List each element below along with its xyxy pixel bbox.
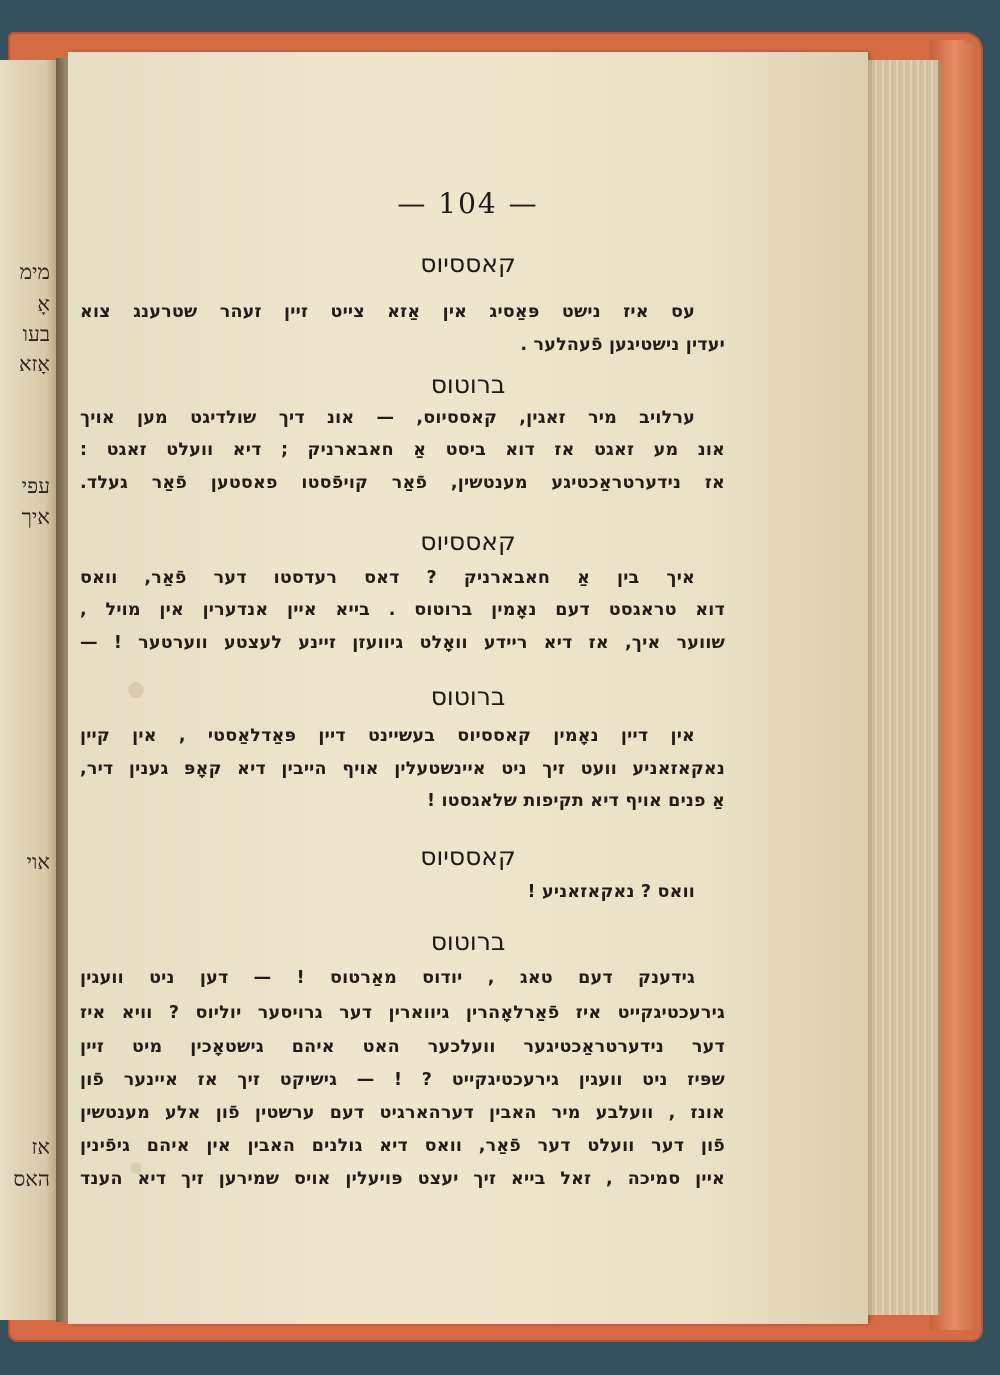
text-line: דער נידערטראַכטיגער וועלכער האט איהם גישטאָכין מיט זיין (80, 1037, 725, 1057)
text-line: אז נידערטראַכטיגע מענטשין, פֿאַר קויפֿסטו פאסטען פֿאַר געלד. (80, 473, 725, 493)
text-line: איך בין אַ חאבארניק ? דאס רעדסטו דער פֿאַר, וואס (80, 568, 695, 588)
text-line: עס איז נישט פּאַסיג אין אַזא צייט זיין זעהר שטרענג צוא (80, 302, 695, 322)
text-line: ערלויב מיר זאגין, קאססיוס, — אונ דיך שולדיגט מען אויך (80, 408, 695, 428)
text-line: איין סמיכה , זאל בייא זיך יעצט פּויעלין אויס שמירען זיך דיא הענד (80, 1169, 725, 1189)
speaker-name: קאססיוס (420, 249, 516, 278)
text-line: שפּיז ניט וועגין גירעכטיגקייט ? ! — גישיקט זיך אז איינער פֿון (80, 1070, 725, 1090)
text-line: גידענק דעם טאג , יודוס מאַרטוס ! — דען ניט וועגין (80, 968, 695, 988)
text-line: אין דיין נאָמין קאססיוס בעשיינט דיין פּאַדלאַסטי , אין קיין (80, 726, 695, 746)
text-line: נאקאזאניע וועט זיך ניט איינשטעלין אויף הייבין דיא קאָפּ גענין דיר, (80, 759, 725, 779)
left-page (0, 60, 58, 1320)
text-line: וואס ? נאקאזאניע ! (527, 882, 695, 902)
text-line: אַ פנים אויף דיא תקיפות שלאגסטו ! (426, 791, 725, 811)
speaker-name: קאססיוס (420, 842, 516, 871)
left-page-fragment: אָ (37, 292, 50, 316)
speaker-name: ברוטוס (430, 370, 506, 399)
text-line: פֿון דער וועלט דער פֿאַר, וואס דיא גולנים האבין אין איהם גיפֿינין (80, 1136, 725, 1156)
text-line: שווער איך, אז דיא ריידע וואָלט גיוועזן זיינע לעצטע ווערטער ! — (80, 633, 725, 653)
text-line: דוא טראגסט דעם נאָמין ברוטוס . בייא איין אנדערין אין מויל , (80, 600, 725, 620)
left-page-fragment: האס (13, 1167, 50, 1191)
text-line: גירעכטיגקייט איז פֿאַרלאָהרין גיווארין דער גרויסער יוליוס ? וויא איז (80, 1003, 725, 1023)
left-page-fragment: אז (31, 1135, 50, 1159)
speaker-name: ברוטוס (430, 682, 506, 711)
text-line: אונז , וועלבע מיר האבין דערהארגיט דעם ערשטין פֿון אלע מענטשין (80, 1103, 725, 1123)
text-line: יעדין נישטיגען פֿעהלער . (520, 335, 725, 355)
speaker-name: קאססיוס (420, 527, 516, 556)
right-page (68, 52, 868, 1324)
left-page-fragment: מימ (19, 260, 50, 284)
page-number: — 104 — (397, 187, 539, 220)
left-page-fragment: אוי (26, 850, 50, 874)
speaker-name: ברוטוס (430, 927, 506, 956)
left-page-fragment: בעו (22, 322, 50, 346)
text-line: אונ מע זאגט אז דוא ביסט אַ חאבארניק ; דיא וועלט זאגט : (80, 440, 725, 460)
left-page-fragment: אָזא (18, 352, 50, 376)
left-page-fragment: איך (21, 505, 50, 529)
page-edges (858, 60, 941, 1315)
left-page-fragment: עפי (21, 474, 50, 498)
